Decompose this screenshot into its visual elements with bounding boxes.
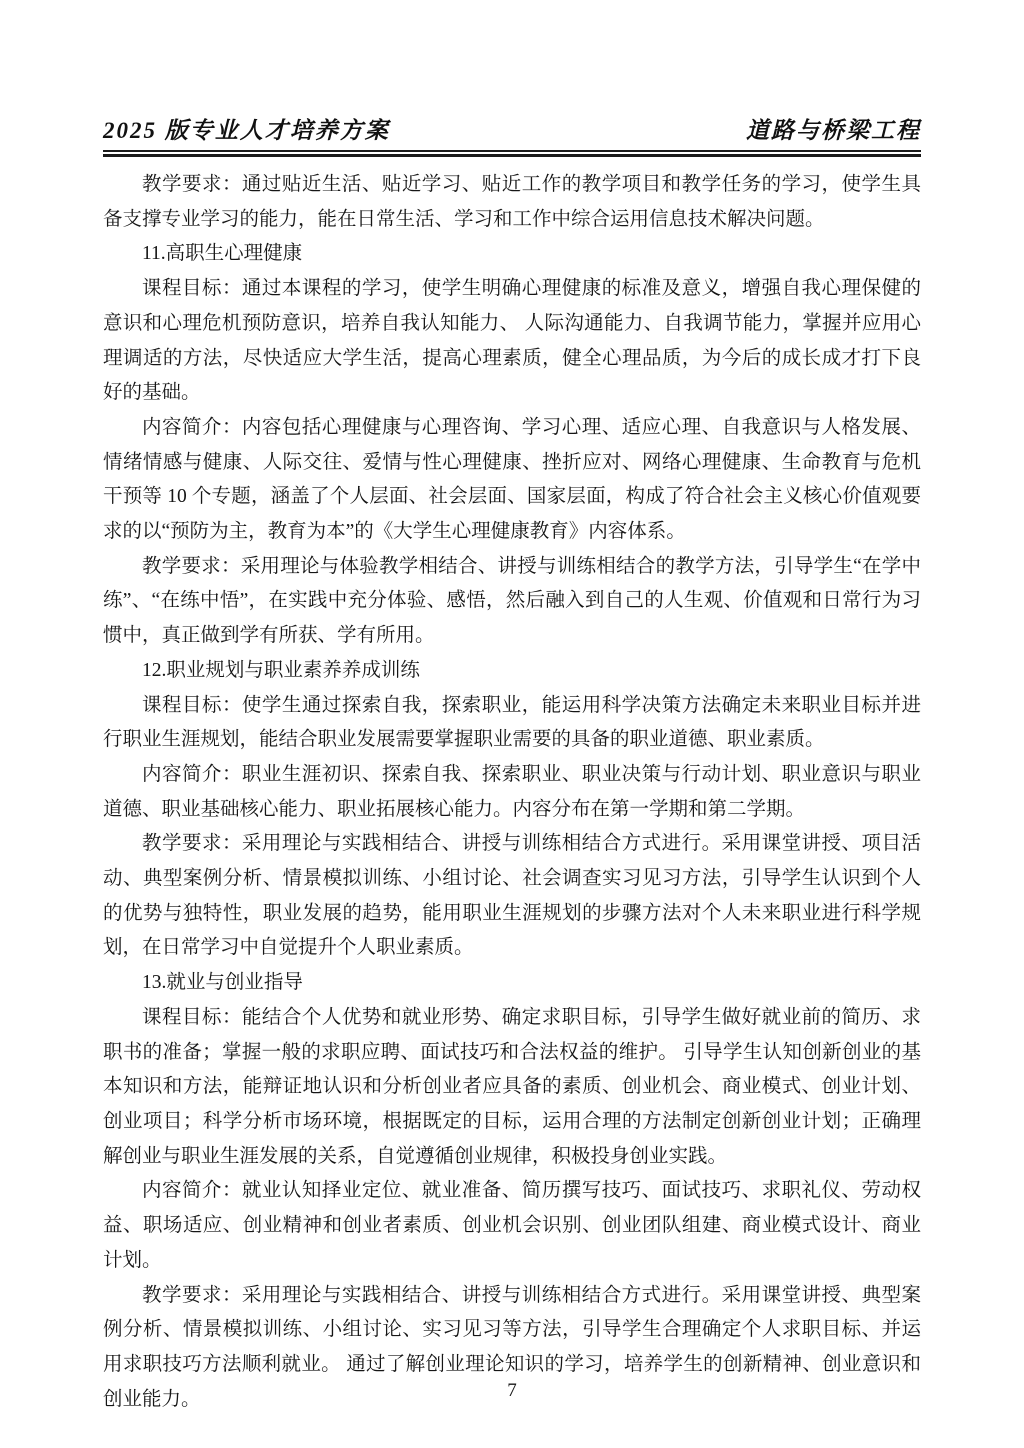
document-body — [103, 168, 921, 1417]
header-left-title: 2025 版专业人才培养方案 — [103, 118, 390, 143]
section-heading: 11.高职生心理健康 — [142, 243, 303, 265]
paragraph: 内容简介：内容包括心理健康与心理咨询、学习心理、适应心理、自我意识与人格发展、情绪情感与健康、人际交往、爱情与性心理健康、挫折应对、网络心理健康、生命教育与危机干预等 10 个专题，涵盖了个人层面、社会层面、国家层面，构成了符合社会主义核心价值观要求的以“预防为主，教育为本”的《大学生心理健康教育》内容体系。 — [103, 416, 921, 543]
header-right-title: 道路与桥梁工程 — [746, 118, 921, 143]
paragraph: 教学要求：采用理论与体验教学相结合、讲授与训练相结合的教学方法，引导学生“在学中练”、“在练中悟”，在实践中充分体验、感悟，然后融入到自己的人生观、价值观和日常行为习惯中，真正做到学有所获、学有所用。 — [103, 555, 921, 647]
page-header — [103, 112, 921, 157]
section-heading: 12.职业规划与职业素养养成训练 — [142, 659, 420, 681]
paragraph: 课程目标：使学生通过探索自我，探索职业，能运用科学决策方法确定未来职业目标并进行职业生涯规划，能结合职业发展需要掌握职业需要的具备的职业道德、职业素质。 — [103, 694, 921, 751]
paragraph: 教学要求：通过贴近生活、贴近学习、贴近工作的教学项目和教学任务的学习，使学生具备支撑专业学习的能力，能在日常生活、学习和工作中综合运用信息技术解决问题。 — [103, 174, 921, 230]
paragraph: 内容简介：职业生涯初识、探索自我、探索职业、职业决策与行动计划、职业意识与职业道德、职业基础核心能力、职业拓展核心能力。内容分布在第一学期和第二学期。 — [103, 763, 921, 820]
paragraph: 教学要求：采用理论与实践相结合、讲授与训练相结合方式进行。采用课堂讲授、项目活动、典型案例分析、情景模拟训练、小组讨论、社会调查实习见习方法，引导学生认识到个人的优势与独特性，职业发展的趋势，能用职业生涯规划的步骤方法对个人未来职业进行科学规划，在日常学习中自觉提升个人职业素质。 — [103, 833, 921, 959]
section-heading: 13.就业与创业指导 — [142, 972, 303, 994]
page-number: 7 — [507, 1380, 517, 1401]
header-divider — [103, 150, 921, 157]
paragraph: 内容简介：就业认知择业定位、就业准备、简历撰写技巧、面试技巧、求职礼仪、劳动权益、职场适应、创业精神和创业者素质、创业机会识别、创业团队组建、商业模式设计、商业计划。 — [103, 1180, 921, 1271]
paragraph: 课程目标：能结合个人优势和就业形势、确定求职目标，引导学生做好就业前的简历、求职书的准备；掌握一般的求职应聘、面试技巧和合法权益的维护。 引导学生认知创新创业的基本知识和方法，能辩证地认识和分析创业者应具备的素质、创业机会、商业模式、创业计划、创业项目；科学分析市场环境，根据既定的目标，运用合理的方法制定创新创业计划；正确理解创业与职业生涯发展的关系，自觉遵循创业规律，积极投身创业实践。 — [103, 1006, 921, 1167]
paragraph: 教学要求：采用理论与实践相结合、讲授与训练相结合方式进行。采用课堂讲授、典型案例分析、情景模拟训练、小组讨论、实习见习等方法，引导学生合理确定个人求职目标、并运用求职技巧方法顺利就业。 通过了解创业理论知识的学习，培养学生的创新精神、创业意识和创业能力。 — [103, 1284, 921, 1410]
page-footer — [0, 1380, 1024, 1402]
paragraph: 课程目标：通过本课程的学习，使学生明确心理健康的标准及意义，增强自我心理保健的意识和心理危机预防意识，培养自我认知能力、 人际沟通能力、自我调节能力，掌握并应用心理调适的方法，尽快适应大学生活，提高心理素质，健全心理品质，为今后的成长成才打下良好的基础。 — [103, 278, 921, 404]
